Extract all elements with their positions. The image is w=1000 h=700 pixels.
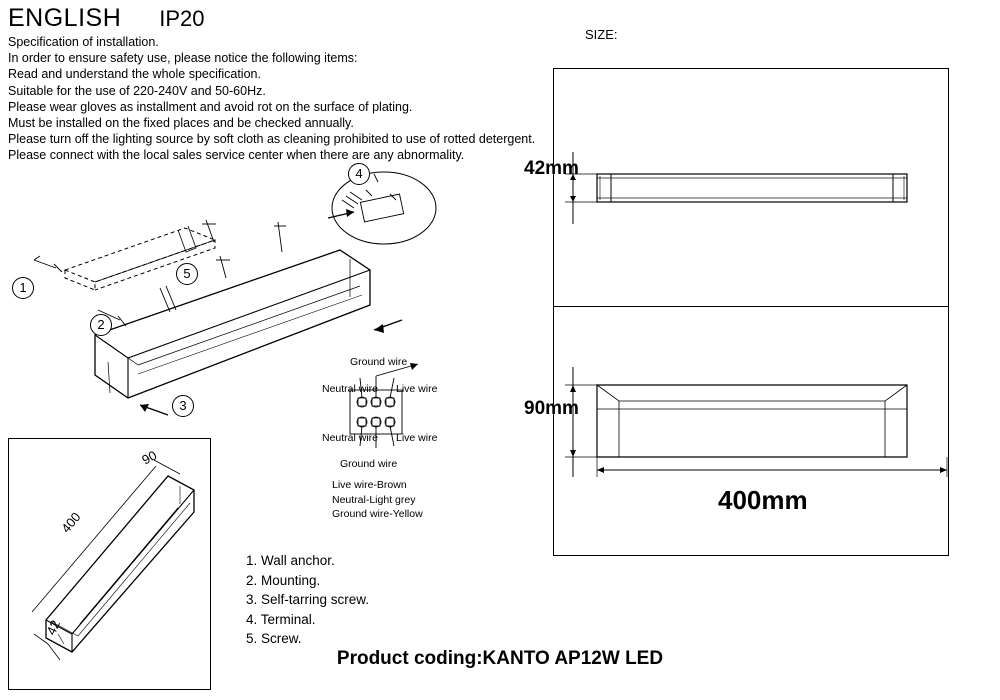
wire-color-legend xyxy=(332,478,423,522)
iso-depth-dimension: 90 xyxy=(139,447,160,468)
wire-legend-item: Live wire-Brown xyxy=(332,479,407,491)
callout-5: 5 xyxy=(176,263,198,285)
ip-rating-label: IP20 xyxy=(159,6,205,31)
front-view-drawing xyxy=(551,66,951,310)
iso-length-dimension: 400 xyxy=(58,509,84,536)
spec-line: Read and understand the whole specification. xyxy=(8,67,261,82)
wire-legend-item: Neutral-Light grey xyxy=(332,493,416,506)
size-section-label: SIZE: xyxy=(585,27,618,42)
language-title: ENGLISH xyxy=(8,4,122,32)
callout-2: 2 xyxy=(90,314,112,336)
legend-item: 2. Mounting. xyxy=(246,572,321,588)
spec-line: Please wear gloves as installment and avoid rot on the surface of plating. xyxy=(8,99,413,114)
legend-item: 3. Self-tarring screw. xyxy=(246,592,370,607)
legend-item: 5. Screw. xyxy=(246,631,302,646)
callout-4: 4 xyxy=(348,163,370,185)
wire-label-neutral-bottom: Neutral wire xyxy=(322,432,379,444)
wire-label-neutral-top: Neutral wire xyxy=(322,383,379,395)
wire-label-live-bottom: Live wire xyxy=(396,432,438,444)
parts-legend xyxy=(246,551,369,649)
spec-line: Must be installed on the fixed places and be checked annually. xyxy=(8,116,354,131)
wire-label-live-top: Live wire xyxy=(396,383,438,395)
wiring-diagram xyxy=(322,360,452,470)
callout-1: 1 xyxy=(12,277,34,299)
spec-line: Suitable for the use of 220-240V and 50-60Hz. xyxy=(8,83,266,98)
callout-3: 3 xyxy=(172,395,194,417)
side-view-drawing xyxy=(551,305,951,559)
wire-label-ground-bottom: Ground wire xyxy=(340,458,398,470)
header-title-row xyxy=(8,4,205,33)
iso-height-dimension: 42 xyxy=(43,617,64,638)
spec-line: In order to ensure safety use, please notice the following items: xyxy=(8,51,358,66)
legend-item: 1. Wall anchor. xyxy=(246,553,335,568)
width-dimension-label: 400mm xyxy=(718,485,808,515)
product-coding-label: Product coding:KANTO AP12W LED xyxy=(336,648,664,669)
spec-line: Please connect with the local sales service center when there are any abnormality. xyxy=(8,148,465,163)
side-view-height-dimension: 90mm xyxy=(524,398,579,419)
legend-item: 4. Terminal. xyxy=(246,611,316,627)
spec-line: Please turn off the lighting source by soft cloth as cleaning prohibited to use of rotted detergent. xyxy=(8,132,536,147)
spec-line: Specification of installation. xyxy=(8,35,159,49)
specification-text xyxy=(8,34,535,164)
front-view-height-dimension: 42mm xyxy=(524,158,579,179)
wire-legend-item: Ground wire-Yellow xyxy=(332,508,423,520)
wire-label-ground-top: Ground wire xyxy=(350,356,408,368)
